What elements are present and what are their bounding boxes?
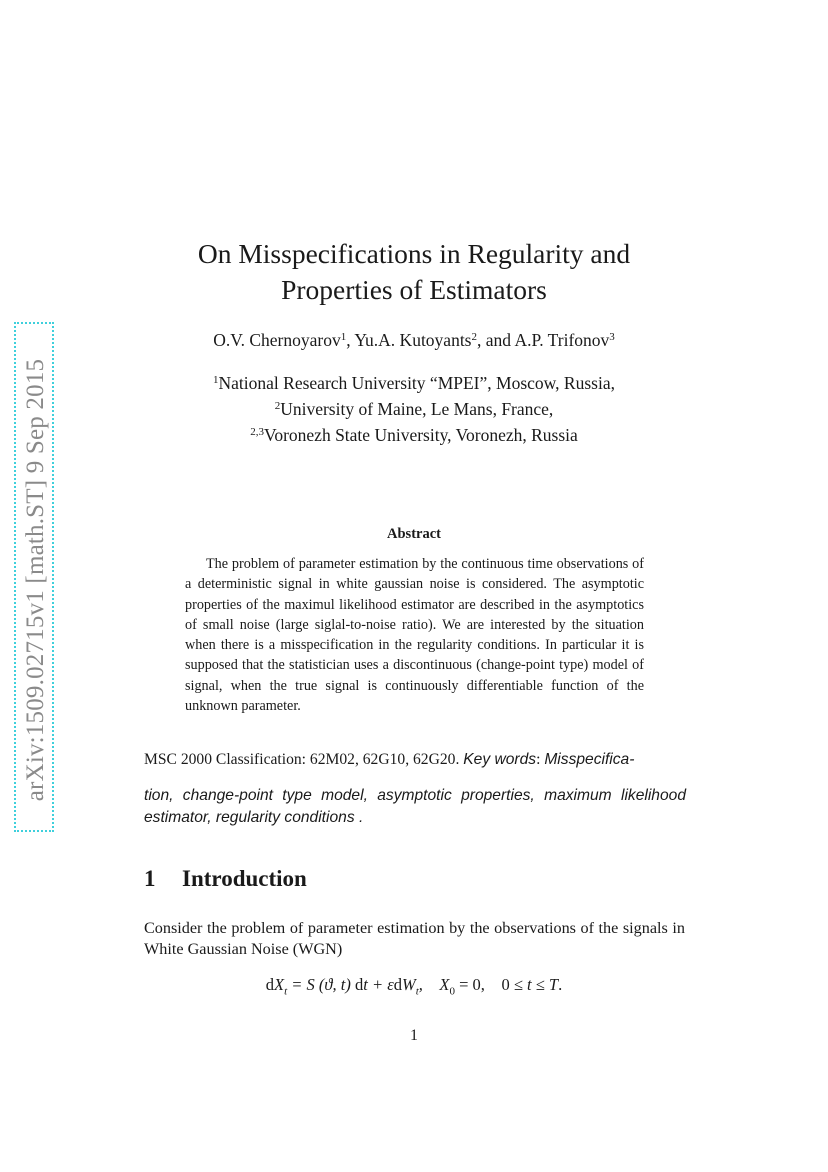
page-number: 1 [410,1027,418,1044]
abstract-body: The problem of parameter estimation by the continuous time observations of a deterministic signal in white gaussian noise is considered. The asymptotic properties of the maximul likelihood estimator are described in the asymptotics of small noise (large siglal-to-noise ratio). We are interested by the situation when there is a misspecification in the regularity conditions. In particular it is supposed that the statistician uses a discontinuous (change-point type) model of signal, when the true signal is continuously differentiable function of the unknown parameter. [185,556,644,715]
msc-text: MSC 2000 Classification: 62M02, 62G10, 62G20. [144,751,460,768]
affiliation-mark: 2,3 [250,426,264,438]
author-separator: , and [477,330,515,350]
abstract-heading: Abstract [387,526,441,542]
author-separator: , [346,330,355,350]
keywords-label: Key words [463,751,537,768]
author-name: O.V. Chernoyarov [213,330,341,350]
author-name: Yu.A. Kutoyants [354,330,472,350]
section-heading [144,864,307,894]
affiliation-text: National Research University “MPEI”, Moscow, Russia, [218,373,615,393]
affiliation-text: University of Maine, Le Mans, France, [280,399,554,419]
affiliation-line [0,422,828,448]
author-affil-mark: 1 [340,331,347,343]
affiliations [0,370,828,448]
author-affil-mark: 3 [609,331,615,343]
keywords: tion, change-point type model, asymptotic properties, maximum likelihood estimator, regularity conditions . [144,787,686,826]
affiliation-text: Voronezh State University, Voronezh, Russia [263,425,578,445]
title-line-2: Properties of Estimators [281,274,547,305]
author-affil-mark: 2 [471,331,477,343]
affiliation-mark: 1 [213,374,219,386]
affiliation-mark: 2 [274,400,281,412]
section-title: Introduction [182,866,307,891]
affiliation-line [0,396,828,422]
title-line-1: On Misspecifications in Regularity and [197,238,631,269]
affiliation-line [0,370,828,396]
msc-classification: MSC 2000 Classification: 62M02, 62G10, 62G20. Key words: Misspecifica- [144,751,635,768]
author-list [0,328,828,352]
keywords-start: Misspecifica- [544,751,635,768]
section-number: 1 [144,866,156,891]
arxiv-stamp[interactable]: arXiv:1509.02715v1 [math.ST] 9 Sep 2015 [22,358,49,802]
author-name: A.P. Trifonov [514,330,610,350]
equation: $dX_t = S$ (ϑ, t) dt + εdW$_t$, $X_0 = 0$, 0 ≤ t ≤ T. [265,975,563,998]
paper-title [0,236,828,308]
intro-paragraph: Consider the problem of parameter estimation by the observations of the signals in White Gaussian Noise (WGN) [144,919,685,958]
